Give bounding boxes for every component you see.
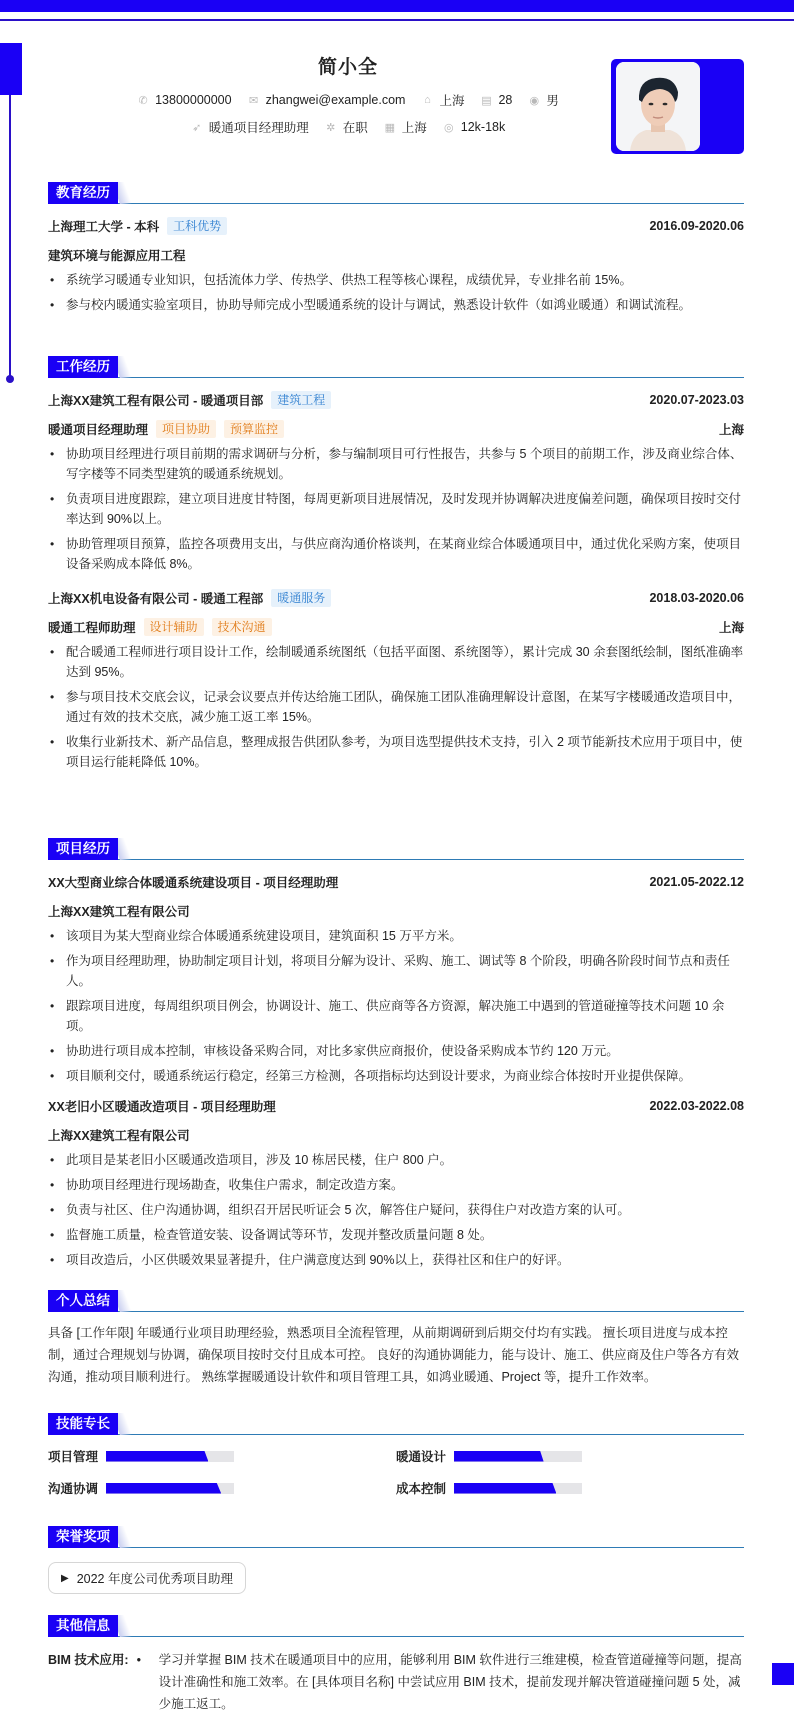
job-bullets — [48, 444, 744, 574]
position-row — [48, 419, 744, 439]
position-tag: 预算监控 — [224, 420, 284, 438]
calendar-icon: ▤ — [481, 94, 492, 107]
target-position-item: ➶ 暖通项目经理助理 — [192, 121, 309, 135]
section-header — [48, 838, 744, 860]
project-entry — [48, 1096, 744, 1270]
project-company: 上海XX建筑工程有限公司 — [48, 905, 190, 919]
skill-bar-fill — [106, 1483, 221, 1494]
list-item: • 项目改造后，小区供暖效果显著提升，住户满意度达到 90%以上，获得社区和住户的好评。 — [48, 1250, 744, 1270]
skill-name: 沟通协调 — [48, 1482, 99, 1496]
company-name: 上海XX机电设备有限公司 - 暖通工程部 — [48, 592, 264, 606]
list-item: • 系统学习暖通专业知识，包括流体力学、传热学、供热工程等核心课程，成绩优异，专业排名前 15%。 — [48, 270, 744, 290]
company-row — [48, 390, 744, 410]
project-company-row — [48, 1125, 744, 1145]
mail-icon: ✉ — [248, 94, 259, 107]
section-title: 教育经历 — [48, 182, 118, 204]
skill-bar-fill — [454, 1483, 556, 1494]
job-intent-row — [48, 118, 648, 136]
project-row — [48, 1096, 744, 1116]
section-skills — [48, 1413, 744, 1497]
company-tag: 建筑工程 — [271, 391, 331, 409]
section-title: 其他信息 — [48, 1615, 118, 1637]
side-timeline-line — [9, 95, 11, 378]
side-timeline-dot — [6, 375, 14, 383]
section-projects — [48, 838, 744, 1270]
skill-name: 项目管理 — [48, 1450, 99, 1464]
portrait-icon — [616, 62, 700, 151]
skill-item — [396, 1479, 744, 1497]
job-status-item: ✲ 在职 — [326, 121, 368, 135]
list-item: • 配合暖通工程师进行项目设计工作，绘制暖通系统图纸（包括平面图、系统图等），累计完成 30 余套图纸绘制，图纸准确率达到 95%。 — [48, 642, 744, 682]
project-entry — [48, 872, 744, 1086]
skill-item — [48, 1447, 396, 1465]
resume-header — [48, 52, 648, 136]
project-name: XX大型商业综合体暖通系统建设项目 - 项目经理助理 — [48, 876, 339, 890]
list-item: • 收集行业新技术、新产品信息，整理成报告供团队参考，为项目选型提供技术支持，引入 2 项节能新技术应用于项目中，使项目运行能耗降低 10%。 — [48, 732, 744, 772]
section-header — [48, 1290, 744, 1312]
position-name: 暖通项目经理助理 — [48, 423, 149, 437]
other-info-row — [48, 1649, 744, 1715]
company-name: 上海XX建筑工程有限公司 - 暖通项目部 — [48, 394, 264, 408]
disclosure-triangle-icon: ▶ — [61, 1572, 69, 1584]
project-bullets — [48, 1150, 744, 1270]
position-tag: 技术沟通 — [212, 618, 272, 636]
skill-item — [396, 1447, 744, 1465]
list-item: • 负责与社区、住户沟通协调，组织召开居民听证会 5 次，解答住户疑问，获得住户对改造方案的认可。 — [48, 1200, 744, 1220]
job-date: 2018.03-2020.06 — [649, 591, 744, 605]
job-entry — [48, 588, 744, 772]
list-item: • 跟踪项目进度，每周组织项目例会，协调设计、施工、供应商等各方资源，解决施工中遇到的管道碰撞等技术问题 10 余项。 — [48, 996, 744, 1036]
age-item: ▤ 28 — [481, 93, 513, 107]
side-accent-block — [0, 43, 22, 95]
project-date: 2022.03-2022.08 — [649, 1099, 744, 1113]
other-info-label: BIM 技术应用: — [48, 1653, 129, 1667]
list-item: • 监督施工质量，检查管道安装、设备调试等环节，发现并整改质量问题 8 处。 — [48, 1225, 744, 1245]
target-city-item: ▦ 上海 — [384, 121, 427, 135]
top-accent-bar — [0, 0, 794, 12]
award-item[interactable] — [48, 1562, 246, 1594]
education-bullets — [48, 270, 744, 315]
skill-bar — [106, 1483, 234, 1494]
project-bullets — [48, 926, 744, 1086]
section-header — [48, 182, 744, 204]
section-education — [48, 182, 744, 315]
gender-icon: ◉ — [529, 94, 540, 107]
list-item: • 协助进行项目成本控制，审核设备采购合同，对比多家供应商报价，使设备采购成本节约 120 万元。 — [48, 1041, 744, 1061]
major-row — [48, 245, 744, 265]
status-icon: ✲ — [326, 121, 336, 134]
major-name: 建筑环境与能源应用工程 — [48, 249, 186, 263]
skill-name: 成本控制 — [396, 1482, 447, 1496]
project-name: XX老旧小区暖通改造项目 - 项目经理助理 — [48, 1100, 276, 1114]
summary-text: 具备 [工作年限] 年暖通行业项目助理经验，熟悉项目全流程管理，从前期调研到后期交付均有实践。 擅长项目进度与成本控制，通过合理规划与协调，确保项目按时交付且成本可控。 良好的沟通协调能力，能与设计、施工、供应商及住户等各方有效沟通，推动项目顺利进行。 熟练掌握暖通设计软件和项目管理工具，如鸿业暖通、Project 等，提升工作效率。 — [48, 1326, 739, 1384]
home-icon: ⌂ — [424, 94, 431, 106]
city-item: ⌂ 上海 — [421, 91, 464, 109]
company-row — [48, 588, 744, 608]
school-name: 上海理工大学 - 本科 — [48, 220, 160, 234]
list-item: • 协助项目经理进行现场勘查，收集住户需求，制定改造方案。 — [48, 1175, 744, 1195]
skill-item — [48, 1479, 396, 1497]
skill-name: 暖通设计 — [396, 1450, 447, 1464]
email-item[interactable]: ✉ zhangwei@example.com — [248, 93, 406, 107]
list-item: • 参与项目技术交底会议，记录会议要点并传达给施工团队，确保施工团队准确理解设计意图，在某写字楼暖通改造项目中，通过有效的技术交底，减少施工返工率 15%。 — [48, 687, 744, 727]
skill-bar — [106, 1451, 234, 1462]
position-row — [48, 617, 744, 637]
education-row — [48, 216, 744, 236]
skill-bar — [454, 1483, 582, 1494]
section-header — [48, 356, 744, 378]
job-location: 上海 — [718, 621, 744, 635]
section-work — [48, 356, 744, 772]
job-bullets — [48, 642, 744, 772]
avatar — [616, 62, 700, 151]
section-summary — [48, 1290, 744, 1388]
project-date: 2021.05-2022.12 — [649, 875, 744, 889]
list-item: • 项目顺利交付，暖通系统运行稳定，经第三方检测，各项指标均达到设计要求，为商业综合体按时开业提供保障。 — [48, 1066, 744, 1086]
skill-bar — [454, 1451, 582, 1462]
position-tag: 项目协助 — [156, 420, 216, 438]
project-company-row — [48, 901, 744, 921]
section-header — [48, 1526, 744, 1548]
list-item: • 作为项目经理助理，协助制定项目计划，将项目分解为设计、采购、施工、调试等 8 个阶段，明确各阶段时间节点和责任人。 — [48, 951, 744, 991]
job-date: 2020.07-2023.03 — [649, 393, 744, 407]
section-title: 工作经历 — [48, 356, 118, 378]
section-title: 技能专长 — [48, 1413, 118, 1435]
position-tag: 设计辅助 — [144, 618, 204, 636]
photo-frame — [611, 59, 744, 154]
list-item: • 协助项目经理进行项目前期的需求调研与分析，参与编制项目可行性报告，共参与 5 个项目的前期工作，涉及商业综合体、写字楼等不同类型建筑的暖通系统规划。 — [48, 444, 744, 484]
project-company: 上海XX建筑工程有限公司 — [48, 1129, 190, 1143]
section-header — [48, 1615, 744, 1637]
education-date: 2016.09-2020.06 — [649, 219, 744, 233]
position-name: 暖通工程师助理 — [48, 621, 136, 635]
section-title: 个人总结 — [48, 1290, 118, 1312]
top-divider-line — [0, 19, 794, 21]
skills-grid — [48, 1447, 744, 1497]
skill-bar-fill — [106, 1451, 208, 1462]
job-location: 上海 — [718, 423, 744, 437]
list-item: • 该项目为某大型商业综合体暖通系统建设项目，建筑面积 15 万平方米。 — [48, 926, 744, 946]
project-row — [48, 872, 744, 892]
list-item: • 此项目是某老旧小区暖通改造项目，涉及 10 栋居民楼，住户 800 户。 — [48, 1150, 744, 1170]
section-header — [48, 1413, 744, 1435]
list-item: • 参与校内暖通实验室项目，协助导师完成小型暖通系统的设计与调试，熟悉设计软件（如鸿业暖通）和调试流程。 — [48, 295, 744, 315]
salary-item: ◎ 12k-18k — [443, 120, 506, 134]
phone-icon: ✆ — [138, 94, 148, 107]
section-other — [48, 1615, 744, 1715]
contact-info-row — [48, 91, 648, 109]
phone-item: ✆ 13800000000 — [138, 93, 232, 107]
award-label: 2022 年度公司优秀项目助理 — [76, 1572, 233, 1586]
gender-item: ◉ 男 — [529, 94, 559, 108]
bottom-accent-block — [772, 1663, 794, 1685]
section-title: 项目经历 — [48, 838, 118, 860]
salary-icon: ◎ — [443, 121, 454, 134]
candidate-name: 简小全 — [317, 57, 378, 78]
section-awards — [48, 1526, 744, 1594]
section-title: 荣誉奖项 — [48, 1526, 118, 1548]
building-icon: ▦ — [384, 121, 395, 134]
other-info-text: • 学习并掌握 BIM 技术在暖通项目中的应用，能够利用 BIM 软件进行三维建模，检查管道碰撞等问题，提高设计准确性和施工效率。在 [具体项目名称] 中尝试应用 BIM 技术，提前发现并解决管道碰撞问题 5 处，减少施工返工。 — [133, 1649, 744, 1715]
school-tag: 工科优势 — [167, 217, 227, 235]
send-icon: ➶ — [192, 121, 202, 134]
list-item: • 协助管理项目预算，监控各项费用支出，与供应商沟通价格谈判，在某商业综合体暖通项目中，通过优化采购方案，使项目设备采购成本降低 8%。 — [48, 534, 744, 574]
job-entry — [48, 390, 744, 574]
skill-bar-fill — [454, 1451, 544, 1462]
list-item: • 负责项目进度跟踪，建立项目进度甘特图，每周更新项目进展情况，及时发现并协调解决进度偏差问题，确保项目按时交付率达到 90%以上。 — [48, 489, 744, 529]
company-tag: 暖通服务 — [271, 589, 331, 607]
